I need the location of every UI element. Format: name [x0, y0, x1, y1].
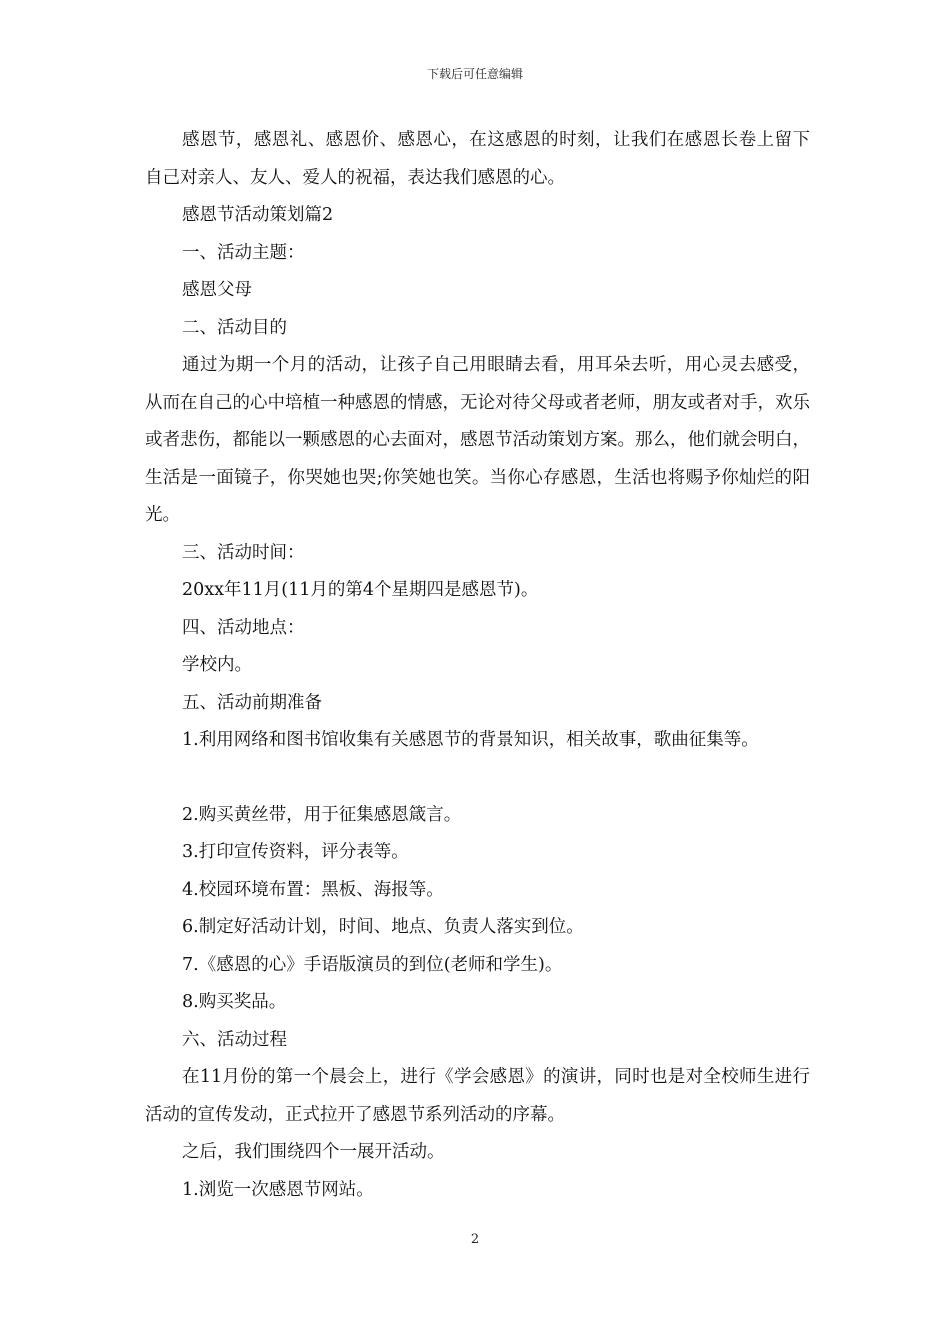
process-text: 之后，我们围绕四个一展开活动。	[182, 1142, 445, 1162]
process-text: 在11月份的第一个晨会上，进行《学会感恩》的演讲，同时也是对全校师生进行活动的宣传发动，正式拉开了感恩节系列活动的序幕。	[145, 1067, 810, 1125]
prep-item: 4.校园环境布置：黑板、海报等。	[182, 879, 444, 900]
time-text: 20xx年11月(11月的第4个星期四是感恩节)。	[182, 580, 539, 600]
heading-time: 三、活动时间：	[182, 542, 305, 563]
heading-process: 六、活动过程	[182, 1029, 287, 1050]
heading-theme: 一、活动主题：	[182, 242, 305, 263]
heading-purpose: 二、活动目的	[182, 317, 287, 338]
prep-item: 2.购买黄丝带，用于征集感恩箴言。	[182, 804, 462, 825]
process-item: 1.浏览一次感恩节网站。	[182, 1179, 374, 1200]
prep-item: 3.打印宣传资料，评分表等。	[182, 842, 409, 862]
prep-item: 6.制定好活动计划，时间、地点、负责人落实到位。	[182, 917, 584, 937]
section-title: 感恩节活动策划篇2	[182, 205, 334, 225]
prep-item: 7.《感恩的心》手语版演员的到位(老师和学生)。	[182, 954, 563, 975]
heading-preparation: 五、活动前期准备	[182, 692, 322, 713]
page-number: 2	[470, 1232, 480, 1247]
document-body	[145, 122, 810, 1209]
paragraph-intro: 感恩节，感恩礼、感恩价、感恩心，在这感恩的时刻，让我们在感恩长卷上留下自己对亲人、友人、爱人的祝福，表达我们感恩的心。	[145, 130, 810, 188]
prep-item: 8.购买奖品。	[182, 992, 287, 1012]
page-header-note: 下载后可任意编辑	[426, 67, 523, 81]
theme-text: 感恩父母	[182, 280, 252, 300]
heading-location: 四、活动地点：	[182, 617, 305, 638]
purpose-text: 通过为期一个月的活动，让孩子自己用眼睛去看，用耳朵去听，用心灵去感受，从而在自己的心中培植一种感恩的情感，无论对待父母或者老师，朋友或者对手，欢乐或者悲伤，都能以一颗感恩的心去面对，感恩节活动策划方案。那么，他们就会明白，生活是一面镜子，你哭她也哭;你笑她也笑。当你心存感恩，生活也将赐予你灿烂的阳光。	[145, 355, 810, 525]
location-text: 学校内。	[182, 655, 252, 675]
prep-item: 1.利用网络和图书馆收集有关感恩节的背景知识，相关故事，歌曲征集等。	[182, 730, 759, 750]
